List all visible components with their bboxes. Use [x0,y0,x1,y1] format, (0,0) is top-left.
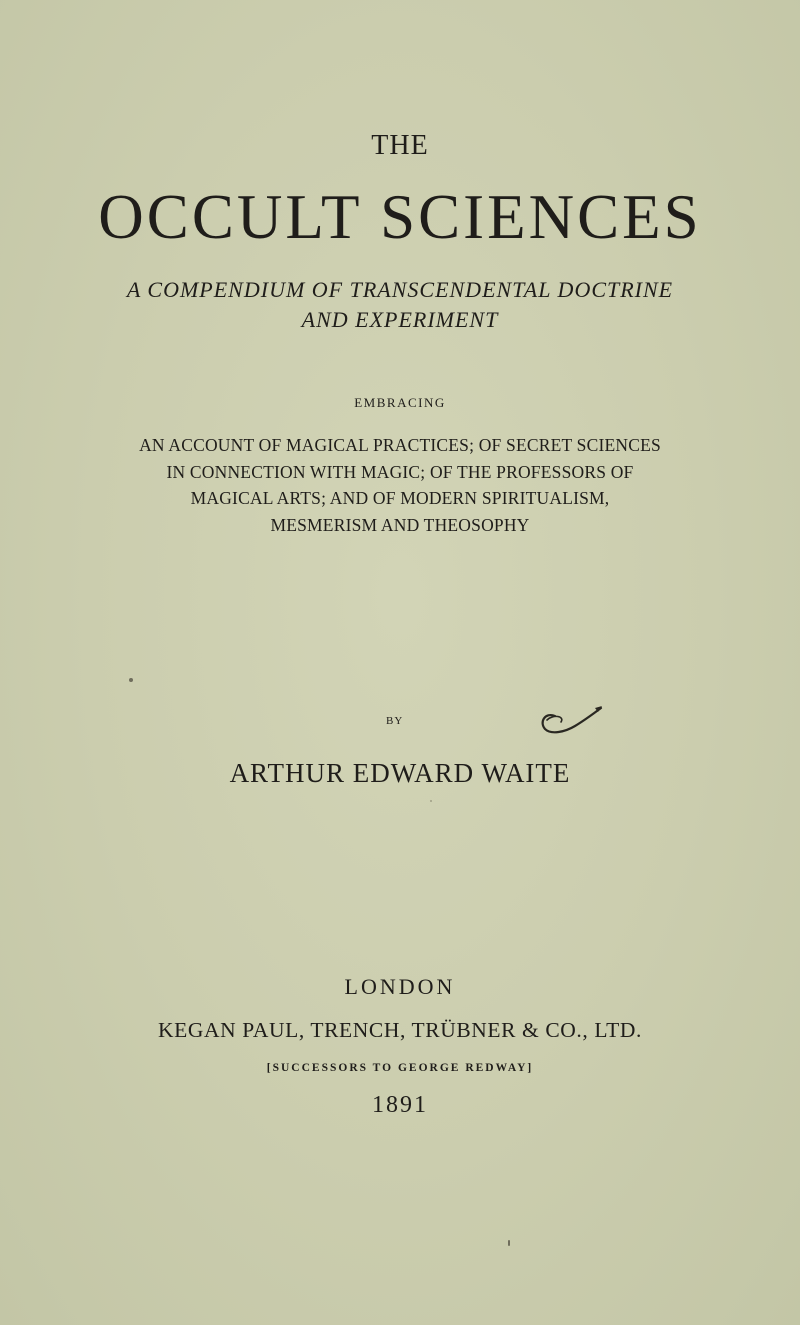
embracing-label: EMBRACING [354,395,446,410]
publication-year: 1891 [372,1092,428,1118]
by-label: BY [386,715,404,727]
title-article: THE [371,130,429,161]
paper-speck [430,800,432,802]
publisher-successors: [SUCCESSORS TO GEORGE REDWAY] [266,1062,534,1074]
book-title: OCCULT SCIENCES [98,182,702,252]
signature-flourish-icon [535,702,605,736]
contents-description [0,432,800,538]
subtitle-line-1: A COMPENDIUM OF TRANSCENDENTAL DOCTRINE [126,277,674,302]
description-line-4: MESMERISM AND THEOSOPHY [270,514,530,535]
description-line-2: IN CONNECTION WITH MAGIC; OF THE PROFESSORS OF [166,461,634,482]
description-line-3: MAGICAL ARTS; AND OF MODERN SPIRITUALISM, [190,488,610,508]
book-subtitle [0,275,800,335]
paper-speck [508,1240,510,1246]
publisher-name: KEGAN PAUL, TRENCH, TRÜBNER & CO., LTD. [158,1018,642,1042]
paper-speck [129,678,133,682]
publication-city: LONDON [344,974,456,999]
author-name: ARTHUR EDWARD WAITE [229,758,571,788]
description-line-1: AN ACCOUNT OF MAGICAL PRACTICES; OF SECRET SCIENCES [139,435,661,455]
subtitle-line-2: AND EXPERIMENT [301,307,499,332]
